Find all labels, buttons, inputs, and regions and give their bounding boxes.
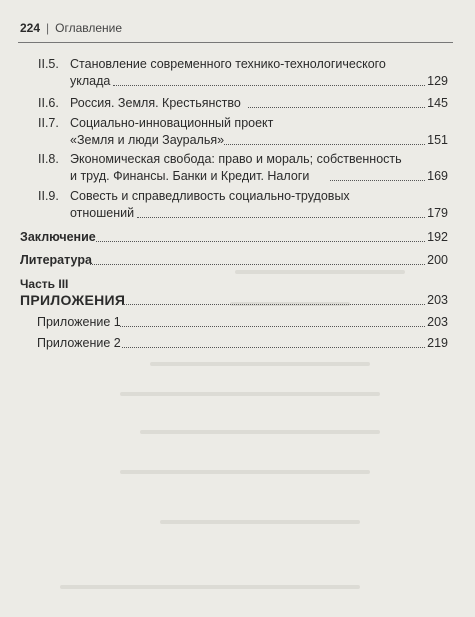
toc-item-title: уклада [70, 74, 111, 88]
show-through [140, 430, 380, 434]
page-header [20, 21, 122, 35]
show-through [235, 270, 405, 274]
toc-item-page: 179 [427, 206, 448, 220]
toc-item-page: 151 [427, 133, 448, 147]
toc-item-title: Экономическая свобода: право и мораль; собственность [70, 152, 402, 166]
show-through [120, 470, 370, 474]
toc-item-title: Становление современного технико-технологического [70, 57, 386, 71]
toc-item-title: отношений [70, 206, 135, 220]
toc-item-page: 145 [427, 96, 448, 110]
literature-label: Литература [20, 253, 92, 267]
dot-leader [123, 304, 425, 305]
show-through [60, 585, 360, 589]
toc-item-number: II.5. [38, 57, 59, 71]
page-number: 224 [20, 21, 41, 35]
toc-item-title: Социально-инновационный проект [70, 116, 274, 130]
toc-item-title: «Земля и люди Зауралья» [70, 133, 225, 147]
toc-item-page: 169 [427, 169, 448, 183]
toc-item-title: и труд. Финансы. Банки и Кредит. Налоги [70, 169, 310, 183]
toc-item-title: Россия. Земля. Крестьянство [70, 96, 241, 110]
dot-leader [120, 326, 425, 327]
toc-item-page: 129 [427, 74, 448, 88]
toc-item-number: II.6. [38, 96, 59, 110]
appendix-label: Приложение 2 [37, 336, 121, 350]
toc-item-number: II.9. [38, 189, 59, 203]
dot-leader [224, 144, 425, 145]
toc-item-number: II.7. [38, 116, 59, 130]
conclusion-page: 192 [427, 230, 448, 244]
header-rule [18, 42, 453, 43]
conclusion-label: Заключение [20, 230, 96, 244]
dot-leader [122, 347, 425, 348]
show-through [150, 362, 370, 366]
toc-item-title: Совесть и справедливость социально-трудовых [70, 189, 350, 203]
dot-leader [113, 85, 425, 86]
appendix-page: 203 [427, 315, 448, 329]
show-through [120, 392, 380, 396]
dot-leader [248, 107, 425, 108]
dot-leader [96, 241, 425, 242]
show-through [160, 520, 360, 524]
toc-item-number: II.8. [38, 152, 59, 166]
header-separator: | [46, 21, 50, 35]
part-label: Часть III [20, 277, 69, 291]
literature-page: 200 [427, 253, 448, 267]
appendix-label: Приложение 1 [37, 315, 121, 329]
part-heading: ПРИЛОЖЕНИЯ [20, 292, 126, 308]
dot-leader [90, 264, 425, 265]
part-page: 203 [427, 293, 448, 307]
dot-leader [137, 217, 425, 218]
running-title: Оглавление [55, 21, 123, 35]
appendix-page: 219 [427, 336, 448, 350]
